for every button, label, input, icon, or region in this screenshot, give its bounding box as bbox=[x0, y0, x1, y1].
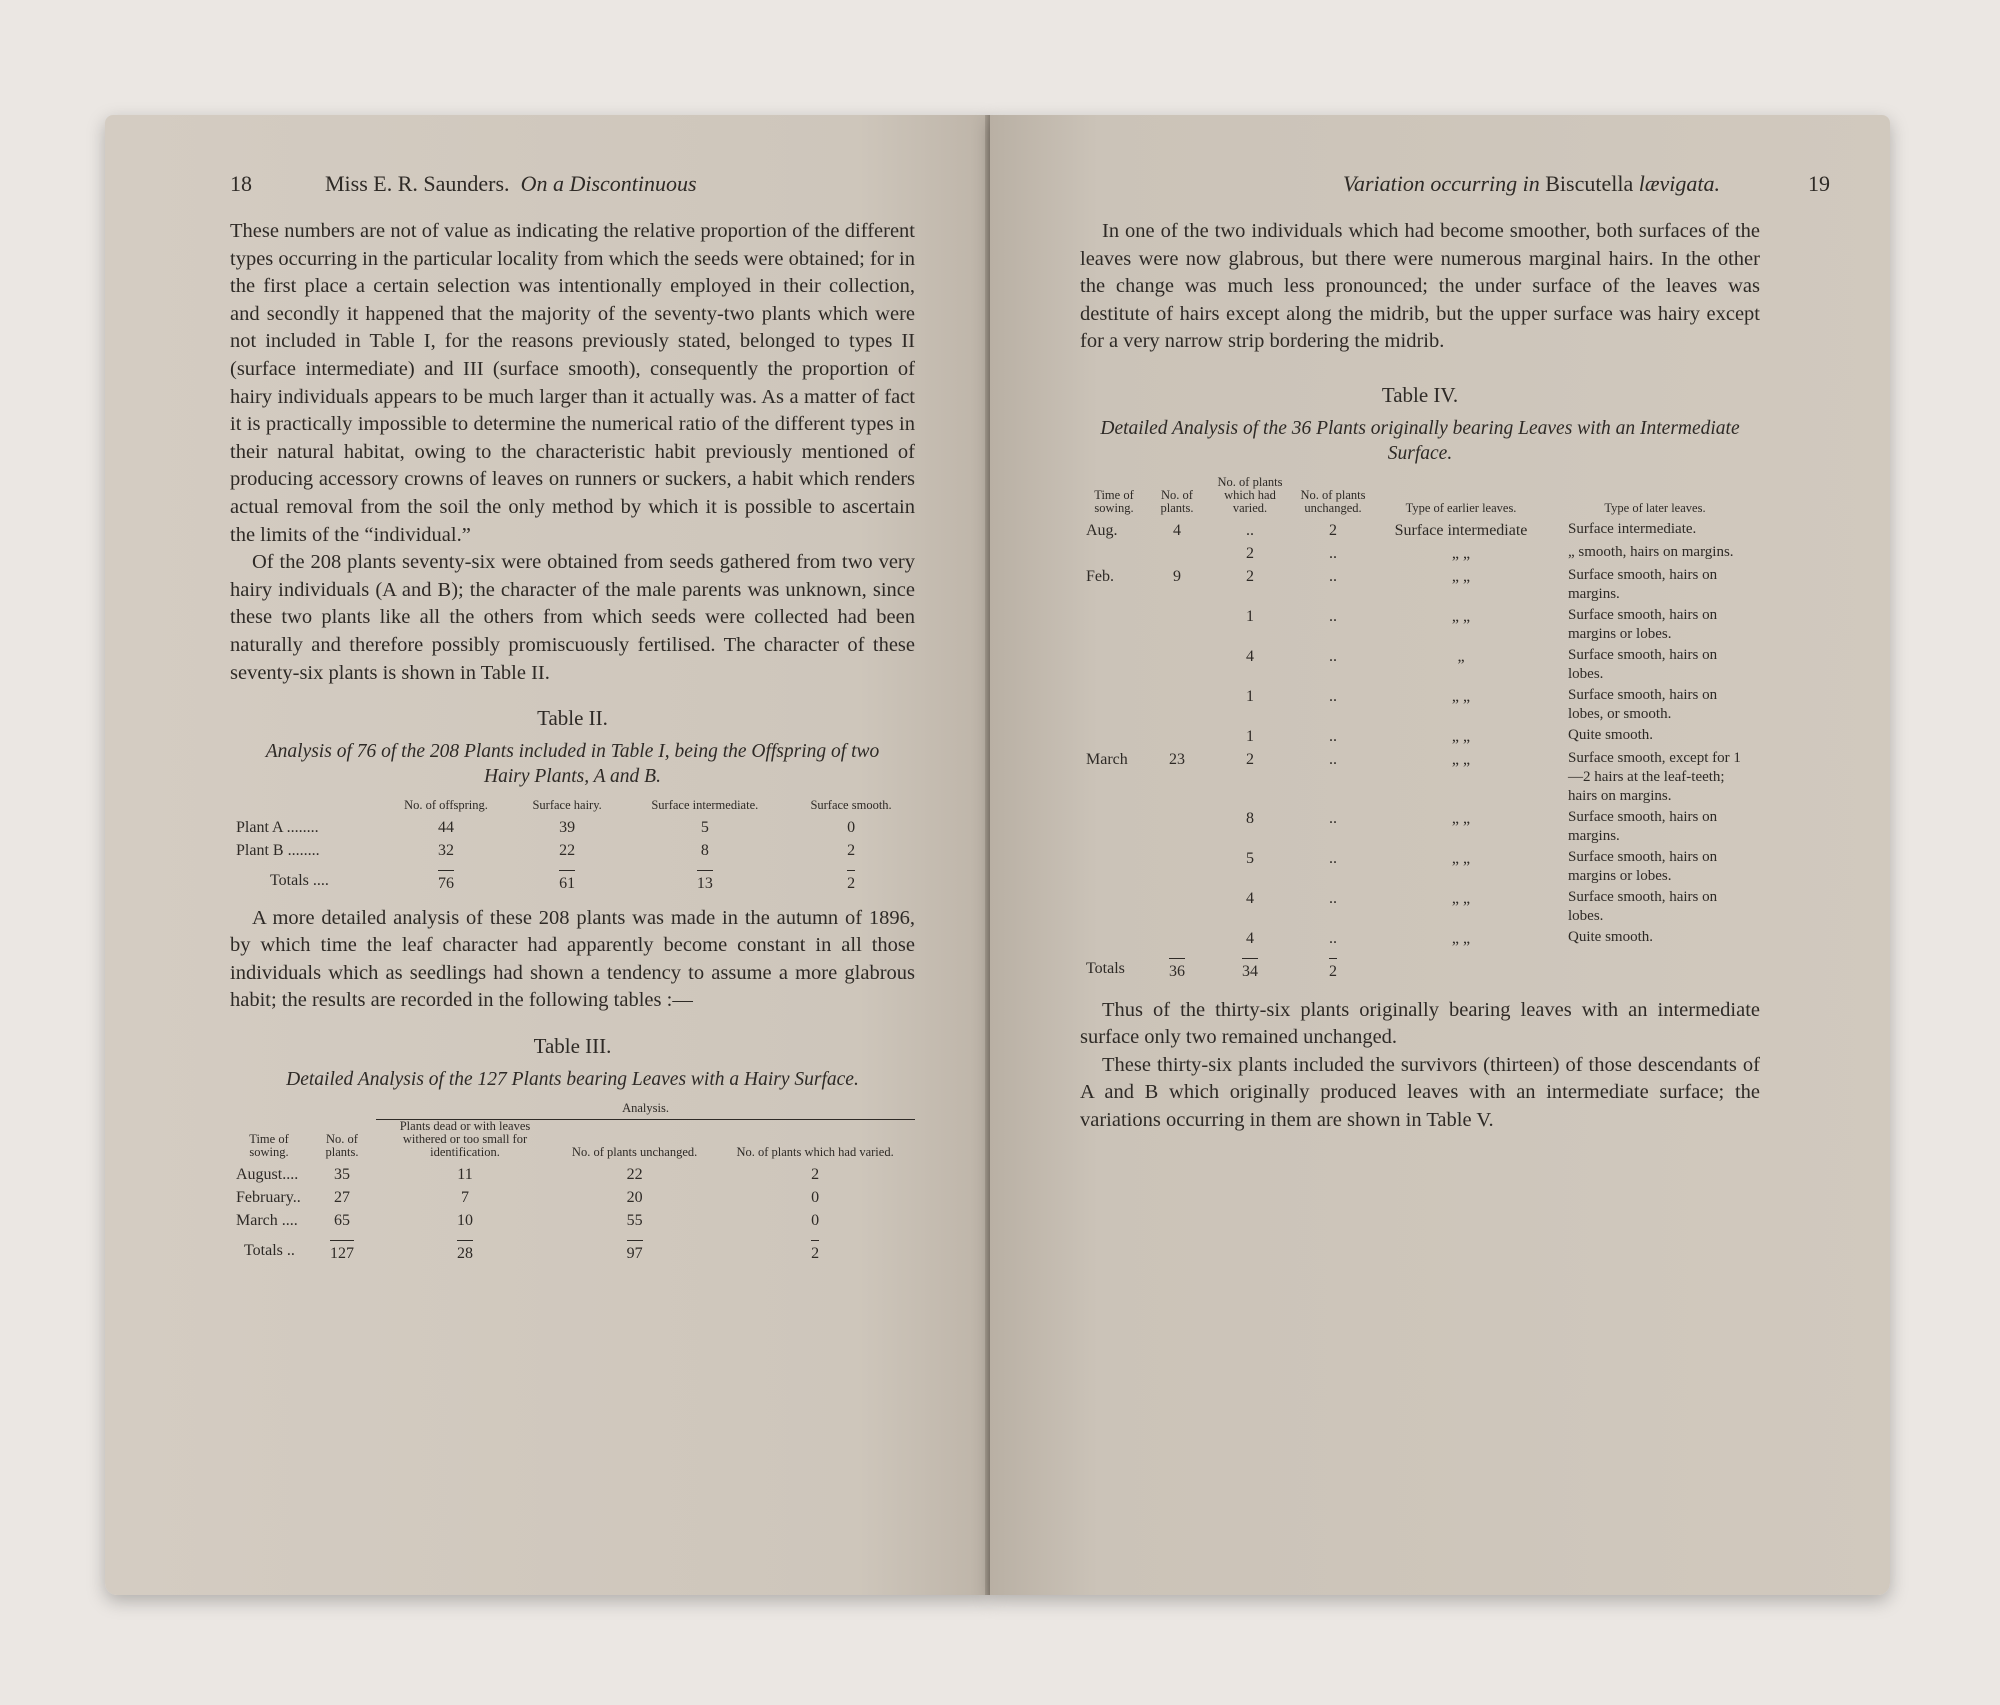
table-row: March .... 65 10 55 0 bbox=[236, 1211, 820, 1229]
table-caption: Detailed Analysis of the 36 Plants originally bearing Leaves with an Intermediate Surface. bbox=[1100, 417, 1740, 464]
column-header: No. of plants. bbox=[325, 1131, 359, 1159]
column-header: Time of sowing. bbox=[1094, 487, 1134, 515]
column-header: No. of plants unchanged. bbox=[571, 1144, 698, 1159]
column-header: Type of later leaves. bbox=[1604, 500, 1706, 515]
table-row: February.. 27 7 20 0 bbox=[236, 1188, 820, 1206]
running-head-species: lævigata. bbox=[1638, 171, 1720, 196]
paragraph: These thirty-six plants included the survivors (thirteen) of those descendants of A and B which originally produced leaves with an intermediate surface; the variations occurring in them are shown in Table V. bbox=[1080, 1053, 1760, 1131]
table-row: Aug. 4 .. 2 Surface intermediate Surface intermediate. bbox=[1086, 520, 1697, 539]
table-row: Plant B ........ 32 22 8 2 bbox=[236, 841, 856, 859]
running-head-italic: Variation occurring in bbox=[1342, 171, 1540, 196]
table-row: 2 .. „ „ „ smooth, hairs on margins. bbox=[1246, 543, 1734, 562]
running-head-genus: Biscutella bbox=[1545, 171, 1634, 196]
column-header: Surface intermediate. bbox=[651, 797, 759, 812]
table-row: 1 .. „ „ Surface smooth, hairs on margins or lobes. bbox=[1246, 606, 1718, 642]
table-caption: Analysis of 76 of the 208 Plants included in Table I, being the Offspring of two Hairy Plants, A and B. bbox=[265, 740, 880, 787]
left-page-content bbox=[230, 170, 915, 1265]
table-totals-row: Totals .... 76 61 13 2 bbox=[270, 871, 856, 892]
table-totals-row: Totals .. 127 28 97 2 bbox=[244, 1241, 820, 1262]
column-header: No. of plants which had varied. bbox=[736, 1144, 894, 1159]
table-ii bbox=[230, 799, 915, 895]
column-header: Plants dead or with leaves withered or too small for identification. bbox=[399, 1118, 531, 1159]
table-row: 4 .. „ „ Surface smooth, hairs on lobes. bbox=[1246, 888, 1718, 924]
right-running-head bbox=[1080, 170, 1830, 218]
table-row: March 23 2 .. „ „ Surface smooth, except for 1—2 hairs at the leaf-teeth; hairs on margins. bbox=[1086, 749, 1741, 804]
paragraph: In one of the two individuals which had become smoother, both surfaces of the leaves were now glabrous, but there were numerous marginal hairs. In the other the change was much less pronounced; the under surface of the leaves was destitute of hairs except along the midrib, but the upper surface was hairy except for a very narrow strip bordering the midrib. bbox=[1080, 220, 1760, 353]
table-caption: Detailed Analysis of the 127 Plants bearing Leaves with a Hairy Surface. bbox=[286, 1068, 859, 1090]
column-header: No. of plants. bbox=[1160, 487, 1194, 515]
page-number: 19 bbox=[1808, 171, 1830, 196]
left-running-head bbox=[230, 170, 915, 218]
column-header: Surface hairy. bbox=[532, 797, 602, 812]
column-header: No. of plants which had varied. bbox=[1217, 474, 1283, 515]
table-title: Table IV. bbox=[1381, 382, 1459, 407]
table-row: 1 .. „ „ Quite smooth. bbox=[1246, 726, 1653, 745]
table-row: 4 .. „ Surface smooth, hairs on lobes. bbox=[1246, 646, 1718, 682]
table-row: 5 .. „ „ Surface smooth, hairs on margins or lobes. bbox=[1246, 848, 1718, 884]
table-row: Plant A ........ 44 39 5 0 bbox=[236, 818, 856, 836]
table-title: Table III. bbox=[533, 1034, 612, 1059]
group-header: Analysis. bbox=[376, 1102, 915, 1120]
right-page bbox=[990, 115, 1890, 1595]
paragraph: These numbers are not of value as indicating the relative proportion of the different types occurring in the particular locality from which the seeds were obtained; for in the first place a certain selection was intentionally employed in their collection, and secondly it happened that the majority of the seventy-two plants which were not included in Table I, for the reasons previously stated, belonged to types II (surface intermediate) and III (surface smooth), consequently the proportion of hairy individuals appears to be much larger than it actually was. As a matter of fact it is practically impossible to determine the numerical ratio of the different types in their natural habitat, owing to the characteristic habit previously mentioned of producing accessory crowns of leaves on runners or suckers, a habit which renders actual removal from the soil the only method by which it is possible to ascertain the limits of the “individual.” bbox=[230, 220, 915, 546]
table-row: August.... 35 11 22 2 bbox=[236, 1165, 820, 1183]
table-title: Table II. bbox=[537, 706, 608, 731]
running-head-author: Miss E. R. Saunders. bbox=[325, 171, 510, 196]
column-header: Type of earlier leaves. bbox=[1405, 500, 1517, 515]
table-iii bbox=[230, 1102, 915, 1265]
running-head-title: On a Discontinuous bbox=[520, 171, 697, 196]
paragraph: Of the 208 plants seventy-six were obtained from seeds gathered from two very hairy individuals (A and B); the character of the male parents was unknown, since these two plants like all the others from which seeds were collected had been naturally and therefore possibly promiscuously fertilised. The character of these seventy-six plants is shown in Table II. bbox=[230, 551, 915, 684]
page-number: 18 bbox=[230, 171, 252, 196]
table-iv bbox=[1080, 476, 1760, 983]
left-page bbox=[105, 115, 990, 1595]
paragraph: A more detailed analysis of these 208 plants was made in the autumn of 1896, by which time the leaf character had apparently become constant in all those individuals which as seedlings had shown a tendency to assume a more glabrous habit; the results are recorded in the following tables :— bbox=[230, 906, 915, 1012]
table-row: 4 .. „ „ Quite smooth. bbox=[1246, 928, 1653, 947]
table-row: 8 .. „ „ Surface smooth, hairs on margins. bbox=[1246, 808, 1718, 844]
table-row: 1 .. „ „ Surface smooth, hairs on lobes, or smooth. bbox=[1246, 686, 1718, 722]
column-header: Time of sowing. bbox=[249, 1131, 289, 1159]
column-header: Surface smooth. bbox=[810, 797, 892, 812]
table-row: Feb. 9 2 .. „ „ Surface smooth, hairs on margins. bbox=[1086, 566, 1718, 602]
column-header: No. of plants unchanged. bbox=[1300, 487, 1366, 515]
table-totals-row: Totals 36 34 2 bbox=[1086, 959, 1337, 980]
column-header: No. of offspring. bbox=[404, 797, 488, 812]
paragraph: Thus of the thirty-six plants originally bearing leaves with an intermediate surface only two remained unchanged. bbox=[1080, 998, 1760, 1049]
right-page-content bbox=[1080, 170, 1830, 1135]
